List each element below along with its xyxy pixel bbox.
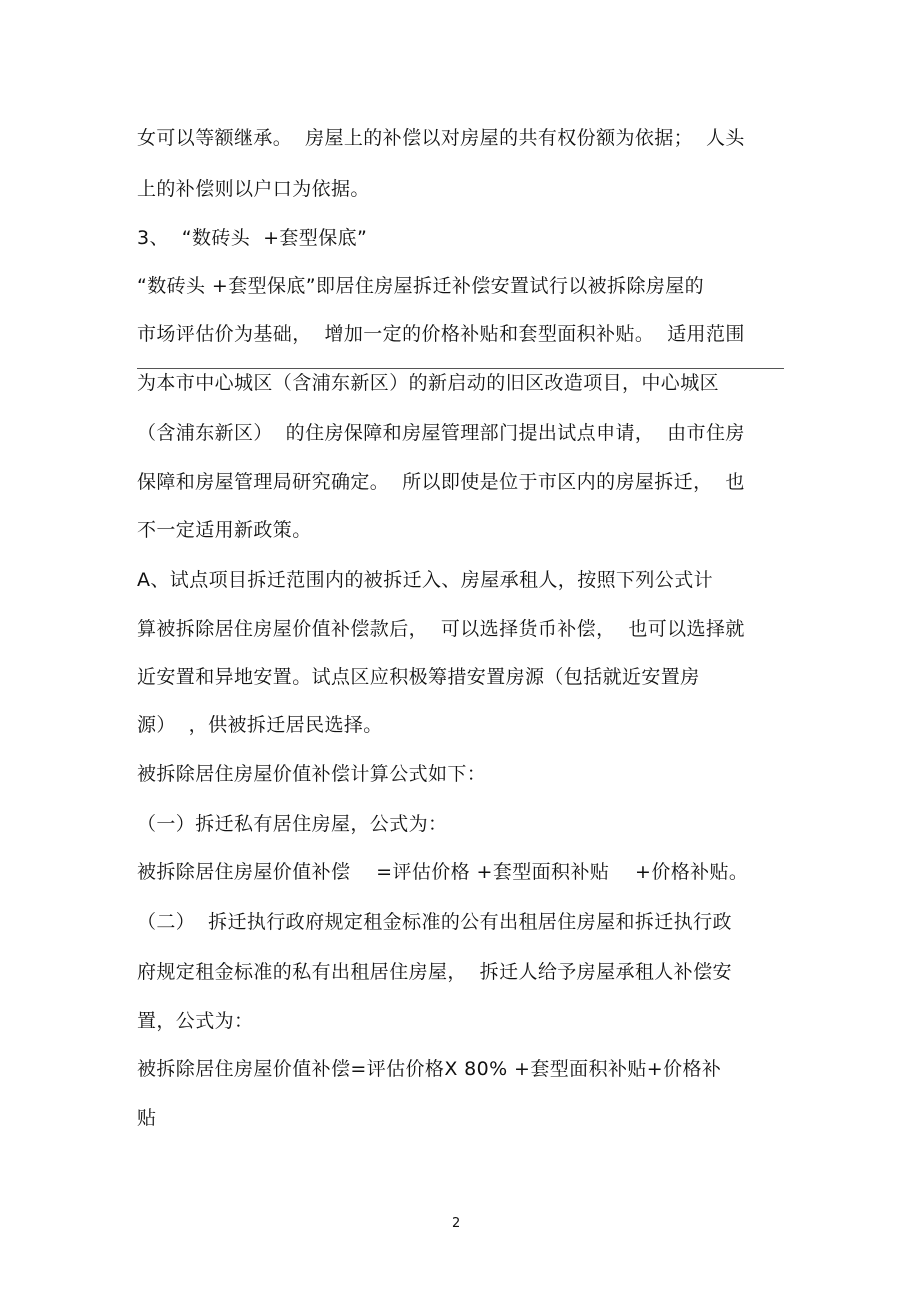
paragraph-line: “数砖头 +套型保底”即居住房屋拆迁补偿安置试行以被拆除房屋的 <box>137 275 705 297</box>
formula-line: 贴 <box>137 1107 157 1129</box>
paragraph-line: 为本市中心城区（含浦东新区）的新启动的旧区改造项目，中心城区 <box>137 372 720 394</box>
section-heading: 3、 “数砖头 +套型保底” <box>137 227 368 249</box>
paragraph-line: A、试点项目拆迁范围内的被拆迁入、房屋承租人，按照下列公式计 <box>137 569 713 591</box>
paragraph-line: 保障和房屋管理局研究确定。 所以即使是位于市区内的房屋拆迁， 也 <box>137 471 745 493</box>
paragraph-line: （一）拆迁私有居住房屋，公式为： <box>137 813 448 835</box>
paragraph-line: 算被拆除居住房屋价值补偿款后， 可以选择货币补偿， 也可以选择就 <box>137 618 745 640</box>
paragraph-line: （二） 拆迁执行政府规定租金标准的公有出租居住房屋和拆迁执行政 <box>137 911 732 933</box>
formula-line: 被拆除居住房屋价值补偿=评估价格X 80% +套型面积补贴+价格补 <box>137 1058 722 1080</box>
horizontal-rule <box>137 368 784 369</box>
paragraph-line: （含浦东新区） 的住房保障和房屋管理部门提出试点申请， 由市住房 <box>137 422 745 444</box>
paragraph-line: 不一定适用新政策。 <box>137 519 312 541</box>
paragraph-line: 女可以等额继承。 房屋上的补偿以对房屋的共有权份额为依据； 人头 <box>137 127 745 149</box>
paragraph-line: 府规定租金标准的私有出租居住房屋， 拆迁人给予房屋承租人补偿安 <box>137 961 732 983</box>
paragraph-line: 上的补偿则以户口为依据。 <box>137 178 370 200</box>
paragraph-line: 源） ，供被拆迁居民选择。 <box>137 714 383 736</box>
formula-line: 被拆除居住房屋价值补偿 =评估价格 +套型面积补贴 +价格补贴。 <box>137 861 749 883</box>
paragraph-line: 近安置和异地安置。试点区应积极筹措安置房源（包括就近安置房 <box>137 666 700 688</box>
paragraph-line: 市场评估价为基础， 增加一定的价格补贴和套型面积补贴。 适用范围 <box>137 323 745 345</box>
page-number: 2 <box>452 1216 461 1231</box>
paragraph-line: 置，公式为： <box>137 1010 254 1032</box>
paragraph-line: 被拆除居住房屋价值补偿计算公式如下： <box>137 763 487 785</box>
